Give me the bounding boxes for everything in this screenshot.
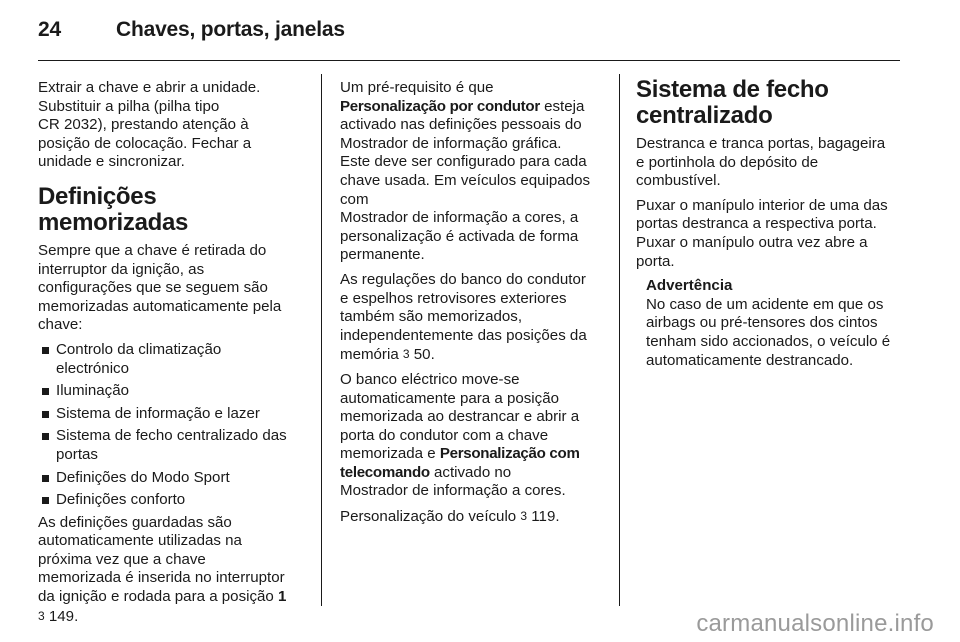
menu-term: Personalização com — [439, 445, 580, 463]
menu-term: telecomando — [340, 463, 430, 481]
list-item: Definições do Modo Sport — [38, 469, 306, 488]
list-item: Controlo da climatização electrónico — [38, 341, 306, 378]
list-item: Iluminação — [38, 382, 306, 401]
column-divider — [619, 74, 620, 606]
bullet-icon — [42, 475, 49, 482]
bullet-icon — [42, 433, 49, 440]
section-heading: Definições memorizadas — [38, 182, 189, 236]
bullet-icon — [42, 347, 49, 354]
list-item: Definições conforto — [38, 491, 306, 510]
section-heading: Sistema de fecho centralizado — [636, 76, 829, 129]
paragraph: Destranca e tranca portas, bagageira e portinhola do depósito de combustível. — [636, 135, 886, 190]
warning-title: Advertência — [646, 277, 733, 295]
page-title: Chaves, portas, janelas — [116, 18, 345, 41]
paragraph: As definições guardadas são automaticamente utilizadas na próxima vez que a chave memorizada é inserida no interruptor da ignição e rodada para a posição 1 3 149. — [38, 513, 287, 625]
list-item: Sistema de fecho centralizado das portas — [38, 427, 306, 464]
bullet-icon — [42, 388, 49, 395]
bullet-icon — [42, 497, 49, 504]
paragraph: Personalização do veículo 3 119. — [340, 508, 560, 526]
settings-list — [38, 341, 306, 510]
watermark: carmanualsonline.info — [696, 610, 934, 637]
warning-box: Advertência No caso de um acidente em que os airbags ou pré-tensores dos cintos tenham sido accionados, o veículo é automaticamente destrancado. — [646, 277, 904, 370]
page-reference[interactable]: 149. — [44, 607, 79, 625]
column-1 — [38, 79, 306, 632]
paragraph: O banco eléctrico move-se automaticamente para a posição memorizada ao destrancar e abrir a porta do condutor com a chave memorizada e Personalização com telecomando activado no Mostrador de informação a cores. — [340, 370, 580, 500]
page-ref-arrow-icon: 3 — [38, 608, 45, 623]
page-reference[interactable]: 50. — [409, 346, 435, 364]
page-ref-arrow-icon: 3 — [402, 347, 410, 362]
paragraph: Sempre que a chave é retirada do interruptor da ignição, as configurações que se seguem são memorizadas automaticamente pela chave: — [38, 241, 282, 334]
ignition-position: 1 — [278, 588, 287, 606]
menu-term: Personalização por condutor — [340, 97, 540, 115]
paragraph: Puxar o manípulo interior de uma das portas destranca a respectiva porta. Puxar o manípulo outra vez abre a porta. — [636, 196, 888, 270]
page-reference[interactable]: 119. — [527, 508, 560, 526]
column-2 — [340, 79, 604, 533]
intro-paragraph: Extrair a chave e abrir a unidade. Substituir a pilha (pilha tipo CR 2032), prestando atenção à posição de colocação. Fechar a unidade e sincronizar. — [38, 79, 261, 171]
page-number: 24 — [38, 18, 61, 41]
paragraph: Um pré-requisito é que Personalização por condutor esteja activado nas definições pessoais do Mostrador de informação gráfica. Este deve ser configurado para cada chave usada. Em veículos equipados com Mostrador de informação a cores, a personalização é activada de forma permanente. — [340, 79, 591, 264]
column-3 — [636, 76, 904, 370]
page-ref-arrow-icon: 3 — [520, 509, 528, 524]
page-header — [38, 18, 345, 42]
bullet-icon — [42, 411, 49, 418]
column-divider — [321, 74, 322, 606]
paragraph: As regulações do banco do condutor e espelhos retrovisores exteriores também são memorizados, independentemente das posições da memória 3 50. — [340, 270, 587, 364]
header-rule — [38, 60, 900, 61]
list-item: Sistema de informação e lazer — [38, 405, 306, 424]
